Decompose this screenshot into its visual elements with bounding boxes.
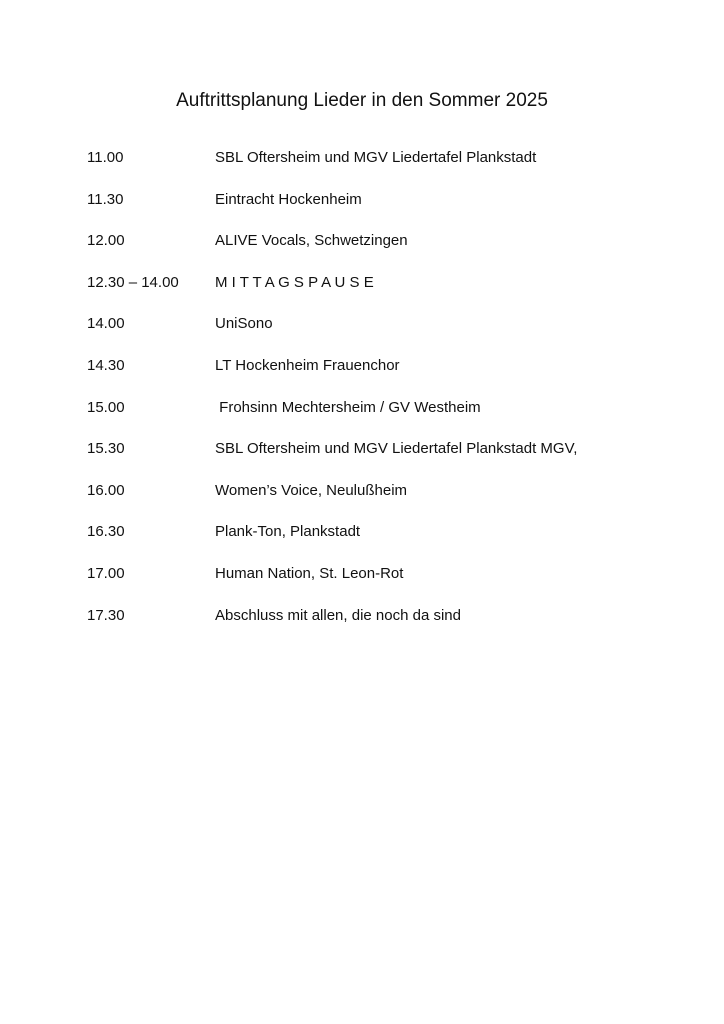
schedule-act: M I T T A G S P A U S E — [215, 273, 374, 291]
schedule-act: SBL Oftersheim und MGV Liedertafel Plankstadt — [215, 149, 537, 166]
schedule-row — [87, 314, 687, 356]
schedule-row — [87, 606, 687, 648]
schedule-time: 14.30 — [87, 356, 125, 374]
schedule-time: 15.30 — [87, 440, 125, 458]
schedule-time: 15.00 — [87, 398, 125, 416]
schedule-time: 11.30 — [87, 190, 124, 208]
schedule-row — [87, 522, 687, 564]
schedule-act: Eintracht Hockenheim — [215, 190, 362, 208]
schedule-time: 11.00 — [87, 149, 124, 166]
schedule-row — [87, 481, 687, 523]
schedule-time: 16.00 — [87, 481, 125, 499]
page-title: Auftrittsplanung Lieder in den Sommer 2025 — [176, 90, 548, 111]
schedule-time: 17.30 — [87, 606, 125, 624]
schedule-act: Human Nation, St. Leon-Rot — [215, 564, 404, 582]
schedule-time: 14.00 — [87, 315, 125, 333]
schedule-row — [87, 231, 687, 273]
schedule-act: Abschluss mit allen, die noch da sind — [215, 606, 461, 624]
schedule-row — [87, 148, 687, 190]
schedule-act: SBL Oftersheim und MGV Liedertafel Plankstadt MGV, — [215, 440, 578, 458]
schedule-row — [87, 398, 687, 440]
schedule-list — [87, 148, 687, 647]
schedule-time: 17.00 — [87, 564, 125, 582]
schedule-row — [87, 190, 687, 232]
schedule-row — [87, 356, 687, 398]
schedule-act: ALIVE Vocals, Schwetzingen — [215, 232, 408, 250]
schedule-act: UniSono — [215, 315, 273, 333]
schedule-act: Frohsinn Mechtersheim / GV Westheim — [215, 398, 481, 416]
schedule-row — [87, 273, 687, 315]
schedule-time: 16.30 — [87, 523, 125, 541]
schedule-time: 12.30 – 14.00 — [87, 273, 179, 291]
schedule-row — [87, 439, 687, 481]
schedule-act: Plank-Ton, Plankstadt — [215, 523, 361, 541]
schedule-time: 12.00 — [87, 232, 125, 250]
schedule-act: Women’s Voice, Neulußheim — [215, 481, 408, 499]
schedule-row — [87, 564, 687, 606]
schedule-act: LT Hockenheim Frauenchor — [215, 356, 400, 374]
